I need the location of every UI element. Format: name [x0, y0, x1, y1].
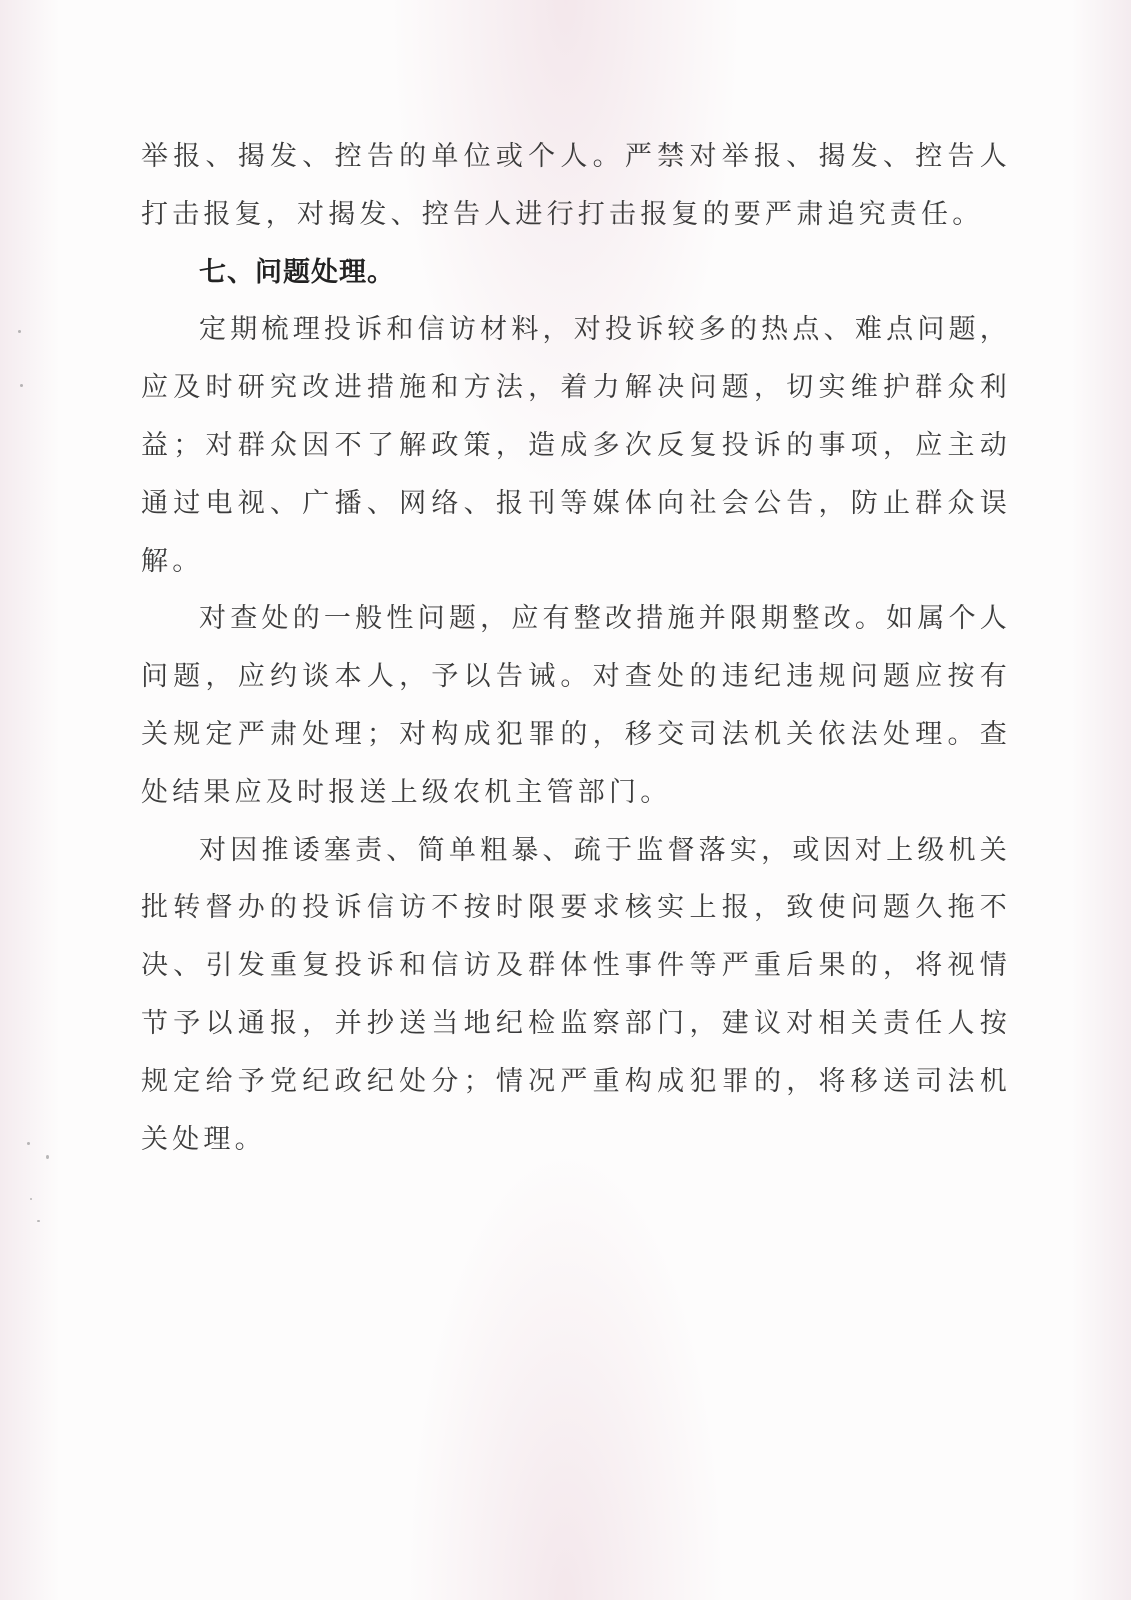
scan-speck: [37, 1220, 40, 1222]
scan-speck: [18, 330, 21, 333]
scan-speck: [46, 1155, 49, 1159]
scan-speck: [30, 1198, 32, 1200]
paragraph-body: 对因推诿塞责、简单粗暴、疏于监督落实，或因对上级机关批转督办的投诉信访不按时限要求核实上报，致使问题久拖不决、引发重复投诉和信访及群体性事件等严重后果的，将视情节予以通报，并抄送当地纪检监察部门，建议对相关责任人按规定给予党纪政纪处分；情况严重构成犯罪的，将移送司法机关处理。: [141, 834, 1011, 1155]
document-body: [141, 128, 1011, 1168]
scan-speck: [27, 1142, 30, 1145]
paragraph-body: 定期梳理投诉和信访材料，对投诉较多的热点、难点问题，应及时研究改进措施和方法，着力解决问题，切实维护群众利益；对群众因不了解政策，造成多次反复投诉的事项，应主动通过电视、广播、网络、报刊等媒体向社会公告，防止群众误解。: [141, 314, 1011, 577]
paragraph-continuation: 举报、揭发、控告的单位或个人。严禁对举报、揭发、控告人打击报复，对揭发、控告人进行打击报复的要严肃追究责任。: [141, 141, 1011, 230]
scan-speck: [20, 384, 23, 387]
section-heading: 七、问题处理。: [199, 256, 395, 288]
paragraph-body: 对查处的一般性问题，应有整改措施并限期整改。如属个人问题，应约谈本人，予以告诫。对查处的违纪违规问题应按有关规定严肃处理；对构成犯罪的，移交司法机关依法处理。查处结果应及时报送上级农机主管部门。: [141, 603, 1011, 808]
